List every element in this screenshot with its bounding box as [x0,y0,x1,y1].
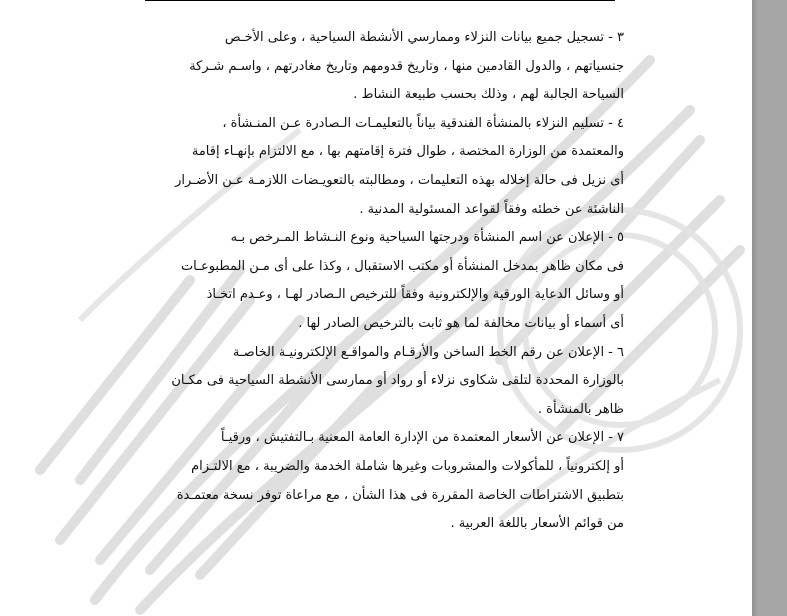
text-line: الناشئة عن خطئه وفقاً لقواعد المسئولية المدنية . [359,201,624,217]
text-line: ٣ - تسجيل جميع بيانات النزلاء وممارسي الأنشطة السياحية ، وعلى الأخـص [224,30,624,45]
text-line: ٥ - الإعلان عن اسم المنشأة ودرجتها السياحية ونوع النـشاط المـرخص بـه [230,230,624,246]
text-line: ظاهر بالمنشأة . [537,401,624,417]
text-line: ٧ - الإعلان عن الأسعار المعتمدة من الإدارة العامة المعنية بـالتفتيش ، ورقيـاً [220,430,624,446]
document-body [135,24,624,539]
text-line: أى نزيل فى حالة إخلاله بهذه التعليمات ، ومطالبته بالتعويـضات اللازمـة عـن الأضـرار [175,172,624,188]
text-line: فى مكان ظاهر بمدخل المنشأة أو مكتب الاستقبال ، وكذا على أى مـن المطبوعـات [180,258,624,274]
text-line: جنسياتهم ، والدول القادمين منها ، وتاريخ قدومهم وتاريخ مغادرتهم ، واسـم شـركة [189,58,624,74]
text-line: ٦ - الإعلان عن رقم الخط الساخن والأرقـام والمواقـع الإلكترونيـة الخاصـة [232,344,624,360]
text-line: ٤ - تسليم النزلاء بالمنشأة الفندقية بياناً بالتعليمـات الـصادرة عـن المنـشأة ، [222,115,624,131]
paragraph-item-5 [135,224,624,338]
text-line: أى أسماء أو بيانات مخالفة لما هو ثابت بالترخيص الصادر لها . [298,315,624,331]
text-line: أو وسائل الدعاية الورقية والإلكترونية وفقاً للترخيص الـصادر لهـا ، وعـدم اتخـاذ [206,287,624,303]
text-line: السياحة الجالبة لهم ، وذلك بحسب طبيعة النشاط . [353,87,624,103]
paragraph-item-6 [135,339,624,425]
text-line: بالوزارة المحددة لتلقى شكاوى نزلاء أو رواد أو ممارسى الأنشطة السياحية فى مكـان [171,373,624,389]
text-line: من قوائم الأسعار باللغة العربية . [450,516,624,532]
paragraph-item-7 [135,424,624,538]
text-line: بتطبيق الاشتراطات الخاصة المقررة فى هذا الشأن ، مع مراعاة توفر نسخة معتمـدة [176,487,624,503]
header-rule [145,0,615,1]
text-line: أو إلكترونياً ، للمأكولات والمشروبات وغيرها شاملة الخدمة والضريبة ، مع الالتـزام [191,458,624,474]
paragraph-item-3 [135,24,624,110]
text-line: والمعتمدة من الوزارة المختصة ، طوال فترة إقامتهم بها ، مع الالتزام بإنهـاء إقامة [191,144,624,160]
paragraph-item-4 [135,110,624,224]
viewer-margin [752,0,787,616]
